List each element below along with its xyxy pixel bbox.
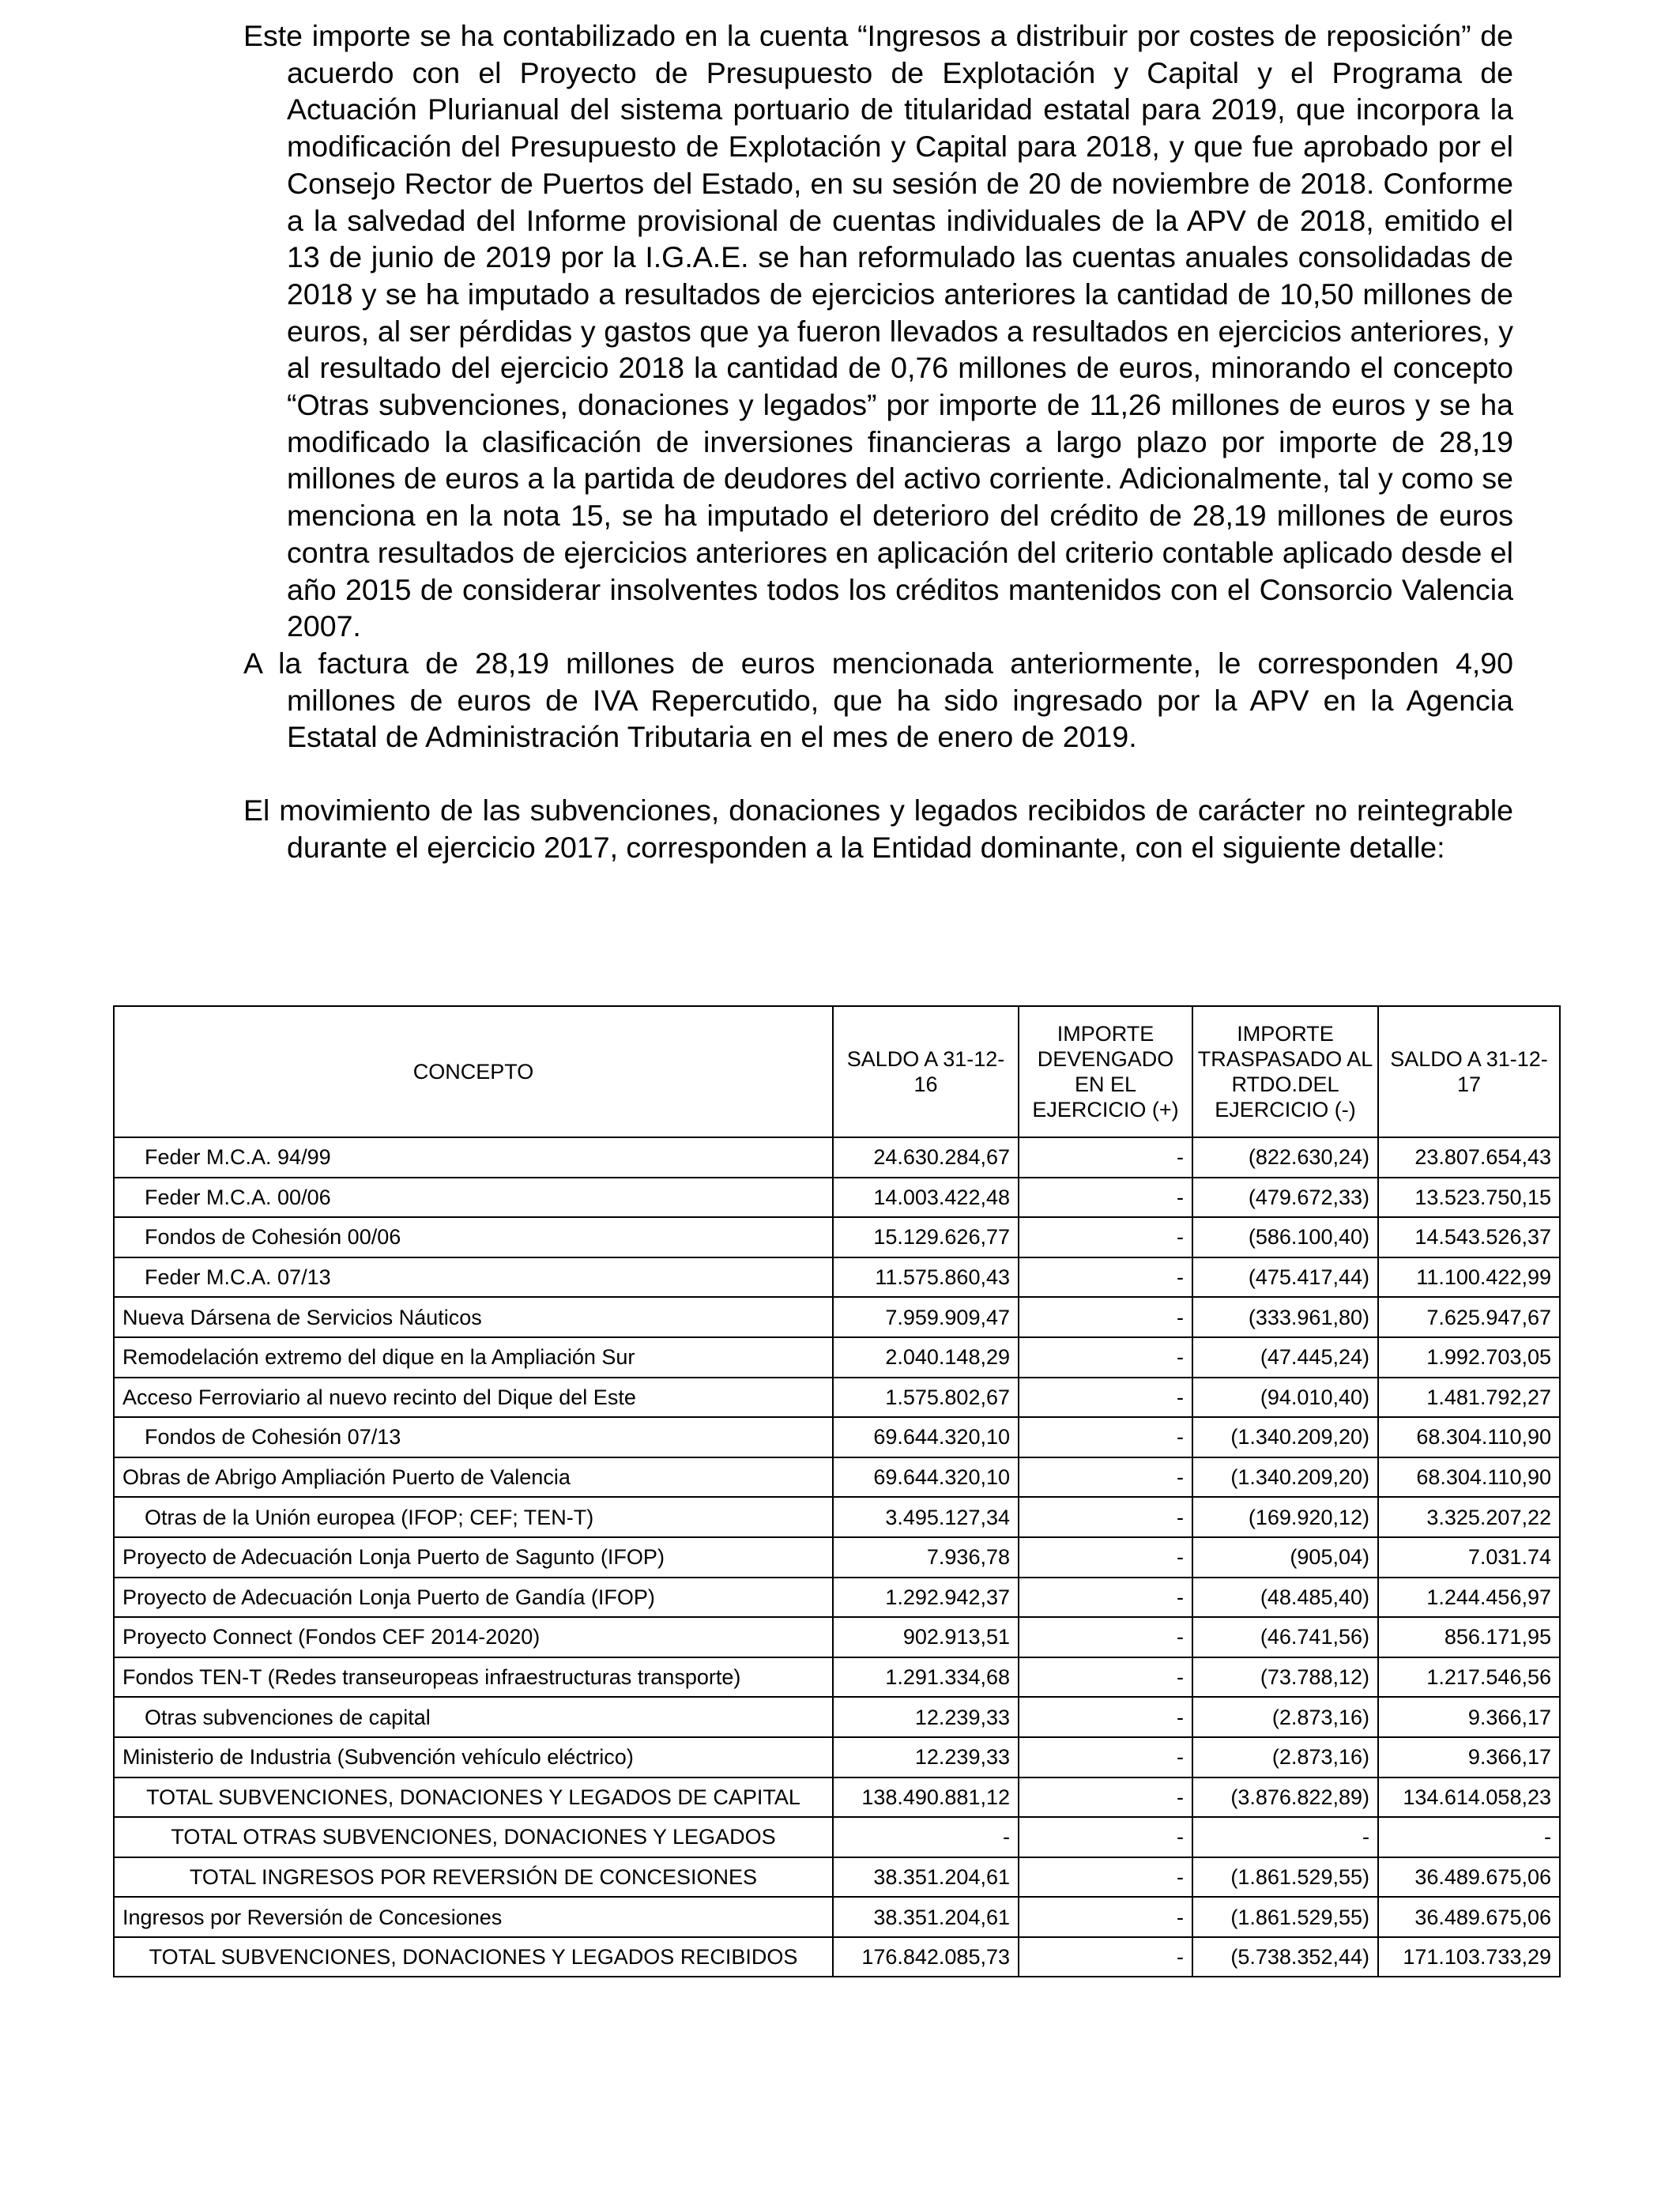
table-body (114, 1137, 1560, 1977)
traspasado-cell: (1.340.209,20) (1192, 1417, 1378, 1457)
devengado-cell: - (1019, 1817, 1192, 1857)
devengado-cell: - (1019, 1337, 1192, 1378)
devengado-cell: - (1019, 1417, 1192, 1457)
concept-cell: Fondos de Cohesión 07/13 (114, 1417, 833, 1457)
devengado-cell: - (1019, 1178, 1192, 1218)
traspasado-cell: (2.873,16) (1192, 1697, 1378, 1737)
table-row (114, 1297, 1560, 1337)
concept-cell: Feder M.C.A. 94/99 (114, 1137, 833, 1178)
saldo-final-cell: 1.992.703,05 (1378, 1337, 1560, 1378)
intro-text (243, 17, 1513, 865)
header-concepto: CONCEPTO (114, 1006, 833, 1137)
traspasado-cell: (46.741,56) (1192, 1617, 1378, 1657)
traspasado-cell: (333.961,80) (1192, 1297, 1378, 1337)
traspasado-cell: (5.738.352,44) (1192, 1937, 1378, 1977)
traspasado-cell: (94.010,40) (1192, 1378, 1378, 1418)
concept-cell: Ministerio de Industria (Subvención vehículo eléctrico) (114, 1737, 833, 1777)
saldo-final-cell: - (1378, 1817, 1560, 1857)
concept-cell: Otras de la Unión europea (IFOP; CEF; TEN-T) (114, 1497, 833, 1537)
devengado-cell: - (1019, 1578, 1192, 1618)
devengado-cell: - (1019, 1857, 1192, 1898)
table-row (114, 1497, 1560, 1537)
table-row (114, 1697, 1560, 1737)
table-row (114, 1217, 1560, 1257)
saldo-final-cell: 9.366,17 (1378, 1737, 1560, 1777)
traspasado-cell: (822.630,24) (1192, 1137, 1378, 1178)
saldo-final-cell: 171.103.733,29 (1378, 1937, 1560, 1977)
devengado-cell: - (1019, 1657, 1192, 1698)
traspasado-cell: (1.340.209,20) (1192, 1457, 1378, 1498)
devengado-cell: - (1019, 1297, 1192, 1337)
saldo-inicial-cell: 12.239,33 (833, 1737, 1019, 1777)
concept-cell: Proyecto de Adecuación Lonja Puerto de Gandía (IFOP) (114, 1578, 833, 1618)
traspasado-cell: (479.672,33) (1192, 1178, 1378, 1218)
table-row (114, 1937, 1560, 1977)
header-saldo-final: SALDO A 31-12-17 (1378, 1006, 1560, 1137)
devengado-cell: - (1019, 1617, 1192, 1657)
saldo-final-cell: 856.171,95 (1378, 1617, 1560, 1657)
saldo-final-cell: 23.807.654,43 (1378, 1137, 1560, 1178)
saldo-inicial-cell: 7.936,78 (833, 1537, 1019, 1578)
concept-cell: Feder M.C.A. 00/06 (114, 1178, 833, 1218)
saldo-inicial-cell: 12.239,33 (833, 1697, 1019, 1737)
concept-cell: Proyecto Connect (Fondos CEF 2014-2020) (114, 1617, 833, 1657)
traspasado-cell: - (1192, 1817, 1378, 1857)
concept-cell: Proyecto de Adecuación Lonja Puerto de Sagunto (IFOP) (114, 1537, 833, 1578)
saldo-inicial-cell: - (833, 1817, 1019, 1857)
concept-cell: Obras de Abrigo Ampliación Puerto de Valencia (114, 1457, 833, 1498)
paragraph-accounting-note: Este importe se ha contabilizado en la cuenta “Ingresos a distribuir por costes de reposición” de acuerdo con el Proyecto de Presupuesto de Explotación y Capital y el Programa de Actuación Plurianual del sistema portuario de titularidad estatal para 2019, que incorpora la modificación del Presupuesto de Explotación y Capital para 2018, y que fue aprobado por el Consejo Rector de Puertos del Estado, en su sesión de 20 de noviembre de 2018. Conforme a la salvedad del Informe provisional de cuentas individuales de la APV de 2018, emitido el 13 de junio de 2019 por la I.G.A.E. se han reformulado las cuentas anuales consolidadas de 2018 y se ha imputado a resultados de ejercicios anteriores la cantidad de 10,50 millones de euros, al ser pérdidas y gastos que ya fueron llevados a resultados en ejercicios anteriores, y al resultado del ejercicio 2018 la cantidad de 0,76 millones de euros, minorando el concepto “Otras subvenciones, donaciones y legados” por importe de 11,26 millones de euros y se ha modificado la clasificación de inversiones financieras a largo plazo por importe de 28,19 millones de euros a la partida de deudores del activo corriente. Adicionalmente, tal y como se menciona en la nota 15, se ha imputado el deterioro del crédito de 28,19 millones de euros contra resultados de ejercicios anteriores en aplicación del criterio contable aplicado desde el año 2015 de considerar insolventes todos los créditos mantenidos con el Consorcio Valencia 2007. (243, 19, 1513, 643)
saldo-inicial-cell: 1.291.334,68 (833, 1657, 1019, 1698)
concept-cell: Ingresos por Reversión de Concesiones (114, 1897, 833, 1937)
concept-cell: TOTAL INGRESOS POR REVERSIÓN DE CONCESIONES (114, 1857, 833, 1898)
table-row (114, 1537, 1560, 1578)
table-row (114, 1737, 1560, 1777)
table-row (114, 1137, 1560, 1178)
devengado-cell: - (1019, 1378, 1192, 1418)
saldo-inicial-cell: 69.644.320,10 (833, 1457, 1019, 1498)
table-row (114, 1378, 1560, 1418)
header-saldo-inicial: SALDO A 31-12-16 (833, 1006, 1019, 1137)
concept-cell: Acceso Ferroviario al nuevo recinto del Dique del Este (114, 1378, 833, 1418)
table-row (114, 1897, 1560, 1937)
saldo-final-cell: 7.031.74 (1378, 1537, 1560, 1578)
devengado-cell: - (1019, 1257, 1192, 1298)
saldo-inicial-cell: 15.129.626,77 (833, 1217, 1019, 1257)
devengado-cell: - (1019, 1497, 1192, 1537)
devengado-cell: - (1019, 1777, 1192, 1818)
concept-cell: TOTAL SUBVENCIONES, DONACIONES Y LEGADOS DE CAPITAL (114, 1777, 833, 1818)
header-traspasado: IMPORTE TRASPASADO AL RTDO.DEL EJERCICIO (-) (1192, 1006, 1378, 1137)
saldo-inicial-cell: 3.495.127,34 (833, 1497, 1019, 1537)
header-devengado: IMPORTE DEVENGADO EN EL EJERCICIO (+) (1019, 1006, 1192, 1137)
saldo-inicial-cell: 69.644.320,10 (833, 1417, 1019, 1457)
saldo-inicial-cell: 1.292.942,37 (833, 1578, 1019, 1618)
table-row (114, 1337, 1560, 1378)
concept-cell: Feder M.C.A. 07/13 (114, 1257, 833, 1298)
devengado-cell: - (1019, 1897, 1192, 1937)
saldo-final-cell: 36.489.675,06 (1378, 1897, 1560, 1937)
table-row (114, 1657, 1560, 1698)
traspasado-cell: (169.920,12) (1192, 1497, 1378, 1537)
saldo-final-cell: 9.366,17 (1378, 1697, 1560, 1737)
table-row (114, 1178, 1560, 1218)
devengado-cell: - (1019, 1217, 1192, 1257)
saldo-inicial-cell: 38.351.204,61 (833, 1857, 1019, 1898)
saldo-final-cell: 134.614.058,23 (1378, 1777, 1560, 1818)
saldo-final-cell: 13.523.750,15 (1378, 1178, 1560, 1218)
saldo-final-cell: 36.489.675,06 (1378, 1857, 1560, 1898)
concept-cell: Remodelación extremo del dique en la Ampliación Sur (114, 1337, 833, 1378)
paragraph-iva-note: A la factura de 28,19 millones de euros mencionada anteriormente, le corresponden 4,90 millones de euros de IVA Repercutido, que ha sido ingresado por la APV en la Agencia Estatal de Administración Tributaria en el mes de enero de 2019. (243, 646, 1513, 754)
saldo-inicial-cell: 24.630.284,67 (833, 1137, 1019, 1178)
devengado-cell: - (1019, 1697, 1192, 1737)
traspasado-cell: (47.445,24) (1192, 1337, 1378, 1378)
saldo-inicial-cell: 2.040.148,29 (833, 1337, 1019, 1378)
table-row (114, 1777, 1560, 1818)
saldo-final-cell: 1.217.546,56 (1378, 1657, 1560, 1698)
table-row (114, 1257, 1560, 1298)
concept-cell: Otras subvenciones de capital (114, 1697, 833, 1737)
devengado-cell: - (1019, 1137, 1192, 1178)
devengado-cell: - (1019, 1737, 1192, 1777)
traspasado-cell: (73.788,12) (1192, 1657, 1378, 1698)
table-row (114, 1857, 1560, 1898)
concept-cell: Fondos TEN-T (Redes transeuropeas infraestructuras transporte) (114, 1657, 833, 1698)
table-row (114, 1417, 1560, 1457)
concept-cell: Fondos de Cohesión 00/06 (114, 1217, 833, 1257)
saldo-final-cell: 14.543.526,37 (1378, 1217, 1560, 1257)
saldo-final-cell: 11.100.422,99 (1378, 1257, 1560, 1298)
traspasado-cell: (475.417,44) (1192, 1257, 1378, 1298)
saldo-inicial-cell: 1.575.802,67 (833, 1378, 1019, 1418)
saldo-inicial-cell: 38.351.204,61 (833, 1897, 1019, 1937)
saldo-final-cell: 1.244.456,97 (1378, 1578, 1560, 1618)
traspasado-cell: (586.100,40) (1192, 1217, 1378, 1257)
subsidies-table (113, 1005, 1561, 1977)
devengado-cell: - (1019, 1537, 1192, 1578)
concept-cell: Nueva Dársena de Servicios Náuticos (114, 1297, 833, 1337)
table-row (114, 1457, 1560, 1498)
table-row (114, 1817, 1560, 1857)
saldo-final-cell: 68.304.110,90 (1378, 1417, 1560, 1457)
saldo-final-cell: 7.625.947,67 (1378, 1297, 1560, 1337)
traspasado-cell: (3.876.822,89) (1192, 1777, 1378, 1818)
saldo-inicial-cell: 7.959.909,47 (833, 1297, 1019, 1337)
saldo-inicial-cell: 138.490.881,12 (833, 1777, 1019, 1818)
traspasado-cell: (2.873,16) (1192, 1737, 1378, 1777)
saldo-inicial-cell: 902.913,51 (833, 1617, 1019, 1657)
table-row (114, 1617, 1560, 1657)
traspasado-cell: (48.485,40) (1192, 1578, 1378, 1618)
saldo-inicial-cell: 176.842.085,73 (833, 1937, 1019, 1977)
table-header-row (114, 1006, 1560, 1137)
paragraph-movement-intro: El movimiento de las subvenciones, donaciones y legados recibidos de carácter no reintegrable durante el ejercicio 2017, corresponden a la Entidad dominante, con el siguiente detalle: (243, 794, 1513, 864)
saldo-inicial-cell: 14.003.422,48 (833, 1178, 1019, 1218)
concept-cell: TOTAL SUBVENCIONES, DONACIONES Y LEGADOS RECIBIDOS (114, 1937, 833, 1977)
traspasado-cell: (1.861.529,55) (1192, 1897, 1378, 1937)
devengado-cell: - (1019, 1937, 1192, 1977)
table-row (114, 1578, 1560, 1618)
concept-cell: TOTAL OTRAS SUBVENCIONES, DONACIONES Y LEGADOS (114, 1817, 833, 1857)
saldo-final-cell: 1.481.792,27 (1378, 1378, 1560, 1418)
traspasado-cell: (905,04) (1192, 1537, 1378, 1578)
saldo-inicial-cell: 11.575.860,43 (833, 1257, 1019, 1298)
saldo-final-cell: 3.325.207,22 (1378, 1497, 1560, 1537)
saldo-final-cell: 68.304.110,90 (1378, 1457, 1560, 1498)
devengado-cell: - (1019, 1457, 1192, 1498)
traspasado-cell: (1.861.529,55) (1192, 1857, 1378, 1898)
